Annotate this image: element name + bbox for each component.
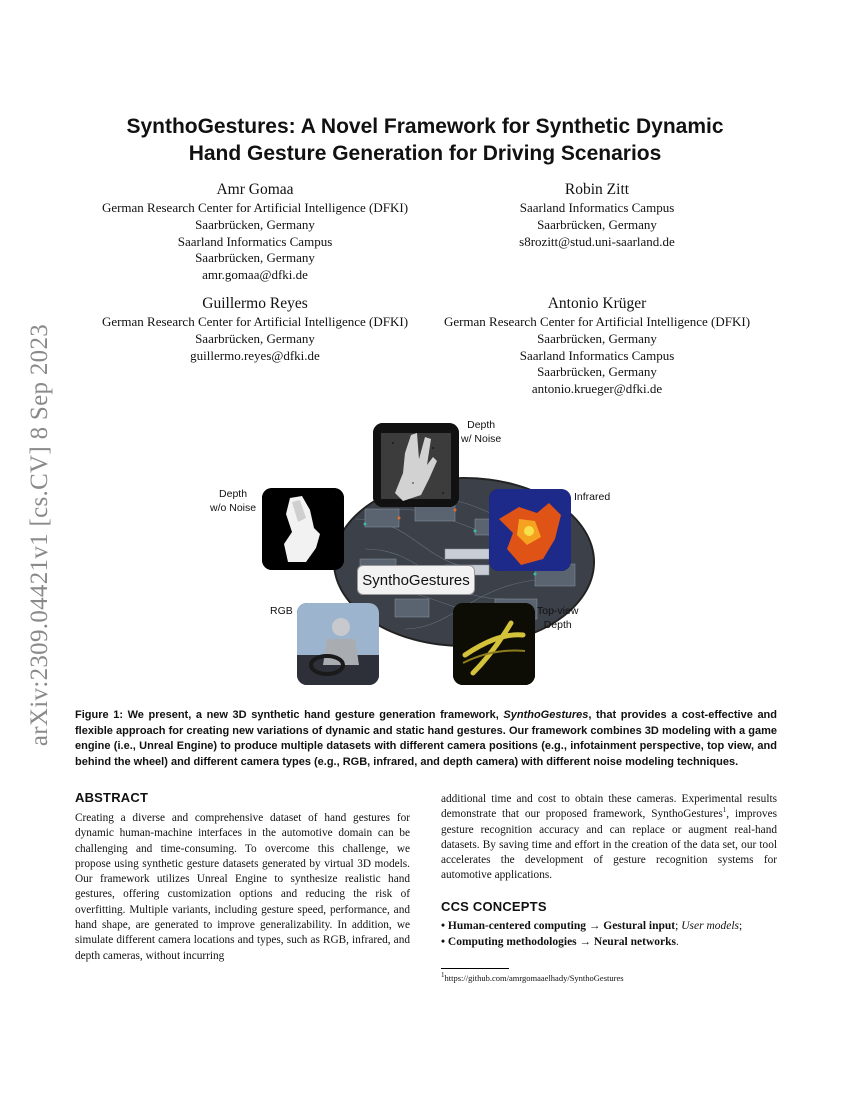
abstract-text: , improves gesture recognition accuracy and can replace or augment real-hand datasets. By saving time and effort in the creation of the data set, our tool accelerates the development of gesture recognition systems for automotive applications. [441,808,777,882]
label-rgb: RGB [270,605,293,617]
figure-caption [75,708,777,770]
hand-silhouette-clean [262,488,344,570]
author-name: Robin Zitt [564,181,630,198]
author-email: s8rozitt@stud.uni-saarland.de [519,233,675,249]
author-name: Guillermo Reyes [202,295,308,312]
ccs-separator: ; [739,920,743,932]
author-affiliation: German Research Center for Artificial Intelligence (DFKI) [443,314,751,329]
label-line: Depth [467,419,496,431]
label-infrared: Infrared [574,491,611,503]
figure-1 [205,415,645,695]
title-line-2: Hand Gesture Generation for Driving Scenarios [188,142,662,165]
ccs-separator: . [676,935,679,948]
author-email: antonio.krueger@dfki.de [531,381,663,397]
framework-name-label: SynthoGestures [357,565,475,595]
abstract-heading: ABSTRACT [75,790,149,805]
label-line: Top-view [537,605,579,617]
author-block-1 [55,180,455,284]
ccs-separator: ; [675,920,682,932]
ccs-concept: • Human-centered computing → Gestural input [441,920,676,932]
footnote-number: 1 [441,971,445,980]
label-topview-depth [537,604,578,632]
footnote-marker[interactable]: 1 [722,806,727,815]
footnote-divider [441,968,509,969]
ccs-heading: CCS CONCEPTS [441,899,547,914]
abstract-text-col2 [441,792,777,884]
author-affiliation: Saarland Informatics Campus [177,233,333,249]
caption-text: Figure 1: We present, a new 3D synthetic hand gesture generation framework, [75,709,504,721]
footnote-link[interactable]: https://github.com/amrgomaaelhady/SynthoGestures [444,973,624,983]
ccs-concept: • Computing methodologies → Neural networks [441,935,676,948]
arxiv-id: arXiv:2309.04421v1 [cs.CV] 8 Sep 2023 [26,323,53,747]
abstract-text-col1: Creating a diverse and comprehensive dataset of hand gestures for dynamic human-machine interfaces in the automotive domain can be challenging and time-consuming. To overcome this challenge, we propose using synthetic gesture datasets generated by virtual 3D models. Our framework utilizes Unreal Engine to synthesize realistic hand gestures, offering customization options and reducing the risk of overfitting. Multiple variants, including gesture speed, performance, and hand shape, are generated to improve generalizability. In addition, we simulate different camera locations and types, such as RGB, infrared, and depth cameras, without incurring [75,812,410,962]
author-name: Amr Gomaa [216,181,294,198]
author-location: Saarbrücken, Germany [195,330,315,346]
author-email: amr.gomaa@dfki.de [202,267,308,283]
driver-rgb-render [297,603,379,685]
title-line-1: SynthoGestures: A Novel Framework for Synthetic Dynamic [126,115,724,138]
topview-depth-render [453,603,535,685]
arxiv-stamp [20,300,60,770]
infrared-image [489,489,571,571]
label-line: Depth [219,488,248,500]
label-line: w/ Noise [461,433,502,445]
topview-depth-image [453,603,535,685]
author-affiliation: Saarland Informatics Campus [519,347,675,363]
hand-infrared [489,489,571,571]
author-location: Saarbrücken, Germany [195,250,315,266]
label-depth-noise [461,418,501,446]
author-location: Saarbrücken, Germany [537,364,657,380]
ccs-subconcept: User models [681,920,740,932]
caption-emphasis: SynthoGestures [503,709,589,721]
rgb-image [297,603,379,685]
label-line: w/o Noise [210,502,257,514]
author-block-3 [55,294,455,364]
ccs-item [441,919,781,935]
hand-silhouette-noisy [373,423,459,507]
author-email: guillermo.reyes@dfki.de [190,347,320,363]
paper-title [60,113,790,167]
author-name: Antonio Krüger [547,295,647,312]
author-block-2 [397,180,797,250]
caption-text: , that provides a cost-effective and flexible approach for creating new variations of dynamic and static hand gestures. Our framework combines 3D modeling with a game engine (i.e., Unreal Engine) to produce multiple datasets with different camera positions (e.g., infotainment perspective, top view, and behind the wheel) and different camera types (e.g., RGB, infrared, and depth camera) with different noise modeling techniques. [75,709,777,768]
author-affiliation: Saarland Informatics Campus [519,200,675,215]
label-line: Depth [543,619,572,631]
footnote [441,973,624,984]
depth-noise-image [373,423,459,507]
author-affiliation: German Research Center for Artificial Intelligence (DFKI) [101,200,409,215]
label-depth-no-noise [210,487,256,515]
author-block-4 [397,294,797,398]
author-location: Saarbrücken, Germany [537,330,657,346]
abstract-text: additional time and cost to obtain these cameras. Experimental results demonstrate that our proposed framework, SynthoGestures [441,793,777,821]
author-location: Saarbrücken, Germany [195,216,315,232]
ccs-list [441,919,781,950]
author-location: Saarbrücken, Germany [537,216,657,232]
ccs-item [441,935,781,951]
author-affiliation: German Research Center for Artificial Intelligence (DFKI) [101,314,409,329]
depth-clean-image [262,488,344,570]
